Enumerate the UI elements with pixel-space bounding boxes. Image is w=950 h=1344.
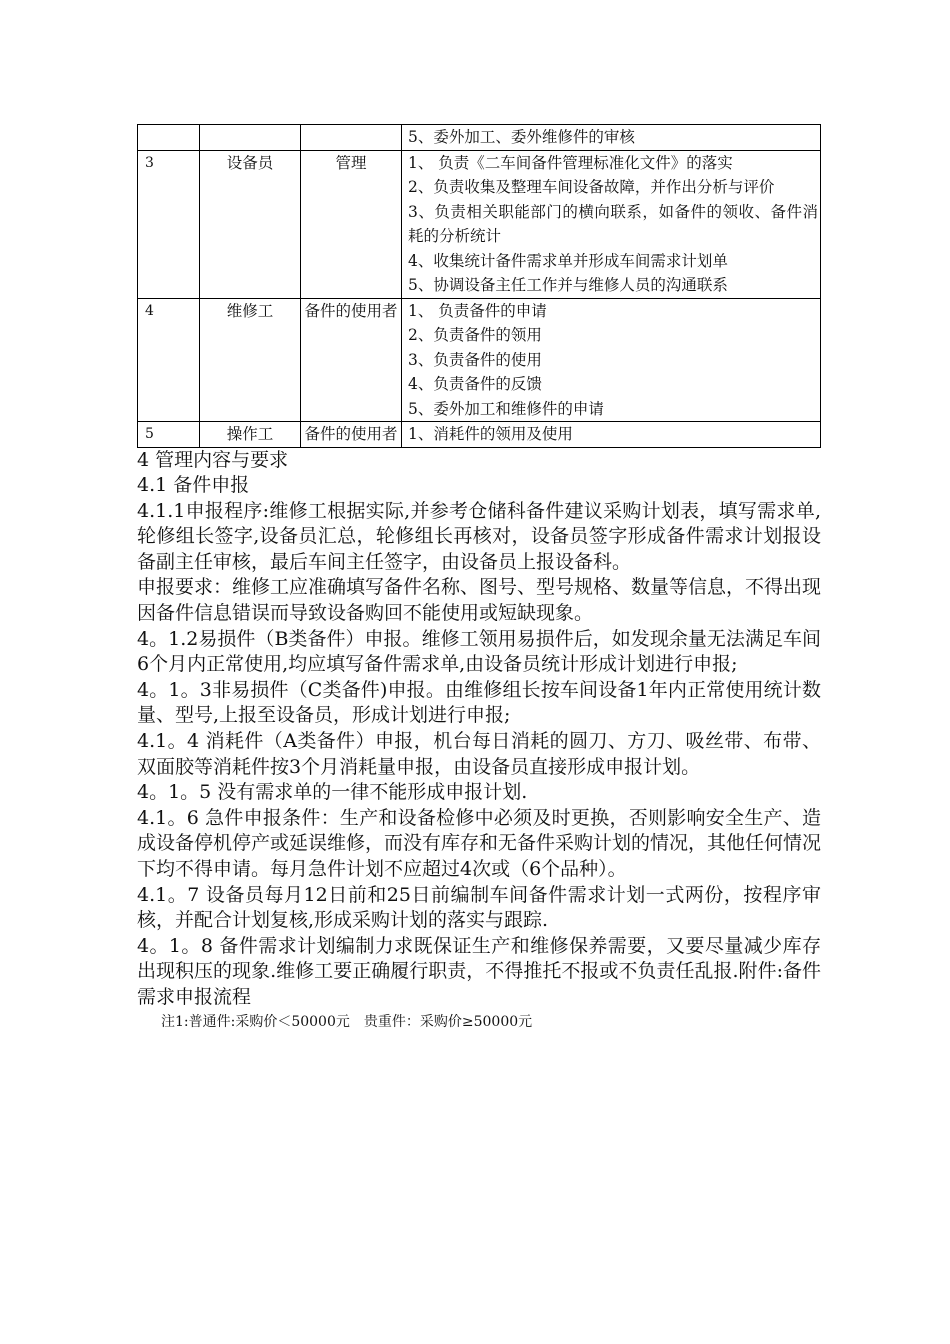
paragraph: 4。1.2易损件（B类备件）申报。维修工领用易损件后，如发现余量无法满足车间6个月内正常使用,均应填写备件需求单,由设备员统计形成计划进行申报; [137,627,821,676]
responsibility-table [137,124,821,448]
role-cell: 维修工 [200,298,301,422]
duty-item: 1、 负责《二车间备件管理标准化文件》的落实 [408,153,733,172]
paragraph: 4.1。4 消耗件（A类备件）申报，机台每日消耗的圆刀、方刀、吸丝带、布带、双面胶等消耗件按3个月消耗量申报，由设备员直接形成申报计划。 [137,730,821,778]
subsection-heading: 4.1 备件申报 [137,474,250,497]
scope-cell: 备件的使用者 [301,422,402,448]
duty-item: 5、协调设备主任工作并与维修人员的沟通联系 [408,276,728,294]
duty-item: 4、负责备件的反馈 [408,375,542,393]
paragraph: 4。1。3非易损件（C类备件)申报。由维修组长按车间设备1年内正常使用统计数量、型号,上报至设备员，形成计划进行申报; [137,678,821,727]
table-row [138,150,821,298]
duty-item: 2、负责收集及整理车间设备故障，并作出分析与评价 [408,178,775,196]
table-row [138,125,821,151]
table-row [138,298,821,422]
role-cell: 操作工 [200,422,301,448]
duty-item: 3、负责相关职能部门的横向联系，如备件的领收、备件消耗的分析统计 [408,202,818,245]
duty-item: 5、委外加工和维修件的申请 [408,399,604,418]
paragraph: 4.1。7 设备员每月12日前和25日前编制车间备件需求计划一式两份，按程序审核，并配合计划复核,形成采购计划的落实与跟踪. [137,883,821,932]
scope-cell [301,125,402,151]
duty-item: 4、收集统计备件需求单并形成车间需求计划单 [408,251,728,270]
row-number: 4 [138,298,200,422]
price-note: 注1:普通件:采购价＜50000元 贵重件：采购价≥50000元 [161,1013,533,1030]
row-number [138,125,200,151]
paragraph: 申报要求：维修工应准确填写备件名称、图号、型号规格、数量等信息，不得出现因备件信息错误而导致设备购回不能使用或短缺现象。 [137,576,822,625]
paragraph: 4.1.1申报程序:维修工根据实际,并参考仓储科备件建议采购计划表，填写需求单,轮修组长签字,设备员汇总，轮修组长再核对，设备员签字形成备件需求计划报设备副主任审核，最后车间主任签字，由设备员上报设备科。 [137,499,821,573]
body-text [137,448,821,1011]
duty-cell [402,150,821,298]
duty-item: 1、消耗件的领用及使用 [408,425,573,443]
table-body [138,125,821,448]
duty-cell [402,125,821,151]
row-number: 3 [138,150,200,298]
paragraph: 4。1。5 没有需求单的一律不能形成申报计划. [137,781,528,804]
duty-item: 3、负责备件的使用 [408,350,542,369]
paragraph: 4。1。8 备件需求计划编制力求既保证生产和维修保养需要，又要尽量减少库存出现积压的现象.维修工要正确履行职责，不得推托不报或不负责任乱报.附件:备件需求申报流程 [137,934,821,1008]
role-cell [200,125,301,151]
scope-cell: 管理 [301,150,402,298]
duty-item: 5、委外加工、委外维修件的审核 [408,128,635,146]
document-page [137,124,821,1033]
duty-cell [402,422,821,448]
duty-cell [402,298,821,422]
scope-cell: 备件的使用者 [301,298,402,422]
row-number: 5 [138,422,200,448]
duty-item: 1、 负责备件的申请 [408,301,547,320]
section-heading: 4 管理内容与要求 [137,448,289,471]
role-cell: 设备员 [200,150,301,298]
table-row [138,422,821,448]
paragraph: 4.1。6 急件申报条件：生产和设备检修中必须及时更换，否则影响安全生产、造成设备停机停产或延误维修，而没有库存和无备件采购计划的情况，其他任何情况下均不得申请。每月急件计划不应超过4次或（6个品种）。 [137,806,822,880]
duty-item: 2、负责备件的领用 [408,326,542,344]
